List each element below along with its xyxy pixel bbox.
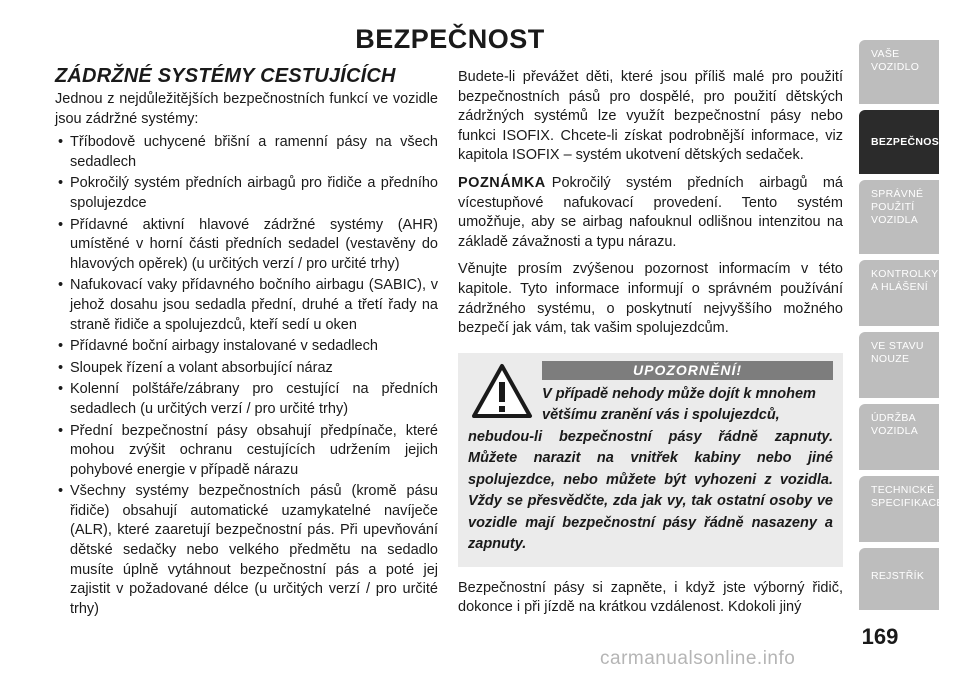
tab-label-line: VOZIDLO (871, 61, 920, 73)
list-item: • Přední bezpečnostní pásy obsahují předpínače, které mohou zvýšit ochranu cestujících udržením jejich pohybové energie v případě nárazu (58, 422, 438, 478)
note-paragraph (458, 174, 843, 252)
tab-label-line: VAŠE (871, 48, 900, 60)
tab-vase-vozidlo[interactable] (859, 40, 939, 104)
tab-label-line: TECHNICKÉ (871, 484, 935, 496)
seatbelt-paragraph: Bezpečnostní pásy si zapněte, i když jste výborný řidič, dokonce i při jízdě na krátkou vzdálenost. Kdokoli jiný (458, 579, 843, 616)
bullet-glyph: • (58, 277, 64, 294)
warning-rest: nebudou-li bezpečnostní pásy řádně zapnuty. Můžete narazit na vnitřek kabiny nebo jiné spolujezdce, nebo můžete být vyhozeni z vozidla. Vždy se přesvědčte, zda jak vy, tak ostatní osoby ve vozidle mají bezpečnostní pásy řádně nasazeny a zapnuty. (468, 428, 833, 553)
tab-spravne-pouziti-vozidla[interactable] (859, 180, 939, 254)
bullet-glyph: • (58, 175, 64, 192)
list-item: • Pokročilý systém předních airbagů pro řidiče a předního spolujezdce (58, 175, 438, 211)
tab-label-line: VOZIDLA (871, 425, 919, 437)
right-column (458, 68, 843, 618)
tab-bezpecnost[interactable] (859, 110, 946, 174)
tab-ve-stavu-nouze[interactable] (859, 332, 939, 398)
tab-label-line: BEZPEČNOST (871, 136, 946, 148)
tab-label-line: POUŽITÍ (871, 201, 915, 213)
list-item: • Přídavné boční airbagy instalované v sedadlech (55, 337, 438, 357)
warning-header: UPOZORNĚNÍ! (542, 361, 833, 380)
page-number: 169 (861, 624, 899, 649)
watermark: carmanualsonline.info (600, 648, 796, 669)
warning-box (458, 353, 843, 567)
bullet-glyph: • (58, 338, 64, 355)
children-paragraph: Budete-li převážet děti, které jsou příliš malé pro použití bezpečnostních pásů pro dospělé, pro použití dětských zádržných systémů lze využít bezpečnostní pásy nebo funkci ISOFIX. Chcete-li získat podrobnější informace, viz kapitola ISOFIX – systém ukotvení dětských sedaček. (458, 69, 843, 164)
tab-label-line: SPRÁVNÉ (871, 188, 924, 200)
list-item: • Všechny systémy bezpečnostních pásů (kromě pásu řidiče) obsahují automatické uzamykatelné navíječe (ALR), které zaaretují bezpečnostní pás. Při upevňování dětské sedačky nebo velkého předmětu na sedadlo musíte úplně vytáhnout bezpečnostní pás a poté jej zajistit v požadované délce (u určitých verzí / pro určité trhy) (58, 483, 438, 617)
bullet-glyph: • (58, 381, 64, 398)
tab-kontrolky-a-hlaseni[interactable] (859, 260, 939, 326)
bullet-glyph: • (58, 483, 64, 500)
bullet-glyph: • (58, 134, 64, 151)
tab-label-line: ÚDRŽBA (871, 412, 916, 424)
tab-label-line: VOZIDLA (871, 214, 919, 226)
warning-triangle-icon (471, 363, 533, 419)
tab-label-line: KONTROLKY (871, 268, 939, 280)
tab-label-line: REJSTŘÍK (871, 570, 925, 582)
left-column (55, 64, 438, 621)
tab-label-line: NOUZE (871, 353, 910, 365)
tab-label-line: VE STAVU (871, 340, 924, 352)
list-item: • Kolenní polštáře/zábrany pro cestující na předních sedadlech (u určitých verzí / pro určité trhy) (58, 381, 438, 417)
attention-paragraph: Věnujte prosím zvýšenou pozornost informacím v této kapitole. Tyto informace informují o správném používání zádržného systému, o poskytnutí nejvyššího možného bezpečí jak vám, tak vašim spolujezdcům. (458, 261, 843, 337)
list-item: • Sloupek řízení a volant absorbující náraz (55, 359, 438, 379)
list-item: • Tříbodově uchycené břišní a ramenní pásy na všech sedadlech (58, 134, 438, 170)
bullet-glyph: • (58, 216, 64, 233)
warning-line-2: většímu zranění vás i spolujezdců, (542, 407, 780, 424)
page-title: BEZPEČNOST (355, 24, 545, 54)
section-heading: ZÁDRŽNÉ SYSTÉMY CESTUJÍCÍCH (55, 65, 396, 87)
list-item: • Přídavné aktivní hlavové zádržné systémy (AHR) umístěné v horní části předních sedadel (vestavěny do hlavových opěrek) (u určitých verzí / pro určité trhy) (58, 216, 438, 272)
warning-line-1: V případě nehody může dojít k mnohem (542, 385, 816, 402)
bullet-glyph: • (58, 359, 64, 376)
tab-rejstrik[interactable] (859, 548, 939, 610)
list-item: • Nafukovací vaky přídavného bočního airbagu (SABIC), v jehož dosahu jsou sedadla přední, druhé a třetí řady na straně řidiče a spolujezdců, kteří sedí u oken (58, 277, 438, 333)
bullet-glyph: • (58, 422, 64, 439)
restraint-list (55, 133, 438, 619)
tab-udrzba-vozidla[interactable] (859, 404, 939, 470)
tab-technicke-specifikace[interactable] (859, 476, 944, 542)
intro-paragraph: Jednou z nejdůležitějších bezpečnostních funkcí ve vozidle jsou zádržné systémy: (55, 91, 438, 127)
note-text: Pokročilý systém předních airbagů má vícestupňové nafukovací provedení. Tento systém umožňuje, aby se airbag nafouknul odlišnou intenzitou na základě závažnosti a typu nárazu. (458, 174, 843, 250)
tab-label-line: SPECIFIKACE (871, 497, 944, 509)
note-label: POZNÁMKA (458, 174, 546, 191)
tab-label-line: A HLÁŠENÍ (871, 281, 928, 293)
